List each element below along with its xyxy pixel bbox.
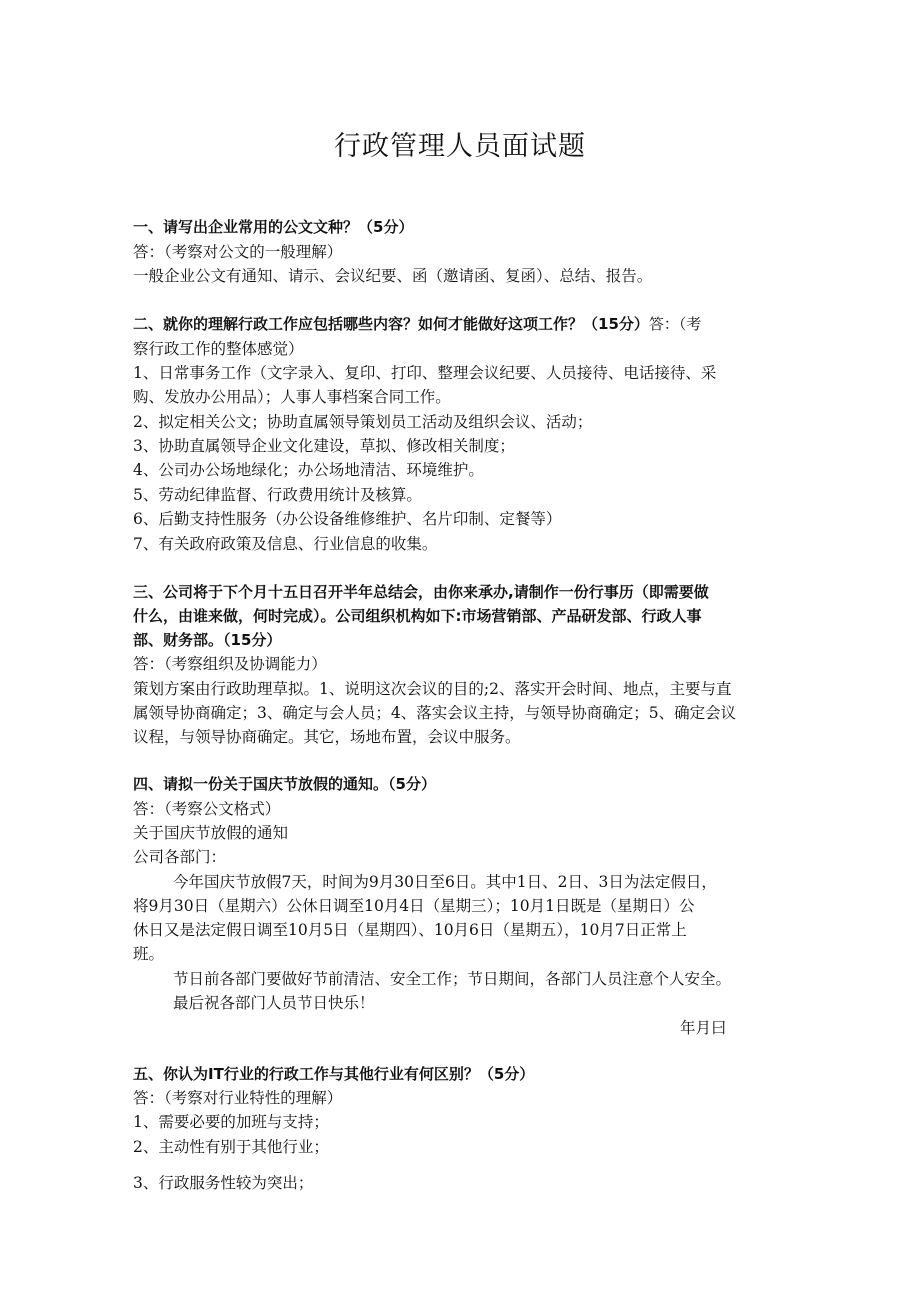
question-5-item: 3、行政服务性较为突出； xyxy=(133,1174,314,1192)
notice-body-line: 班。 xyxy=(133,945,165,963)
question-3-note: 答：（考察组织及协调能力） xyxy=(133,655,327,673)
question-2-item: 5、劳动纪律监督、行政费用统计及核算。 xyxy=(133,486,422,504)
question-3-heading-line: 什么，由谁来做，何时完成）。公司组织机构如下:市场营销部、产品研发部、行政人事 xyxy=(133,607,702,625)
notice-date: 年月曰 xyxy=(680,1019,727,1037)
notice-body-line: 今年国庆节放假7天，时间为9月30日至6日。其中1日、2日、3日为法定假日， xyxy=(173,873,717,891)
question-2-item: 6、后勤支持性服务（办公设备维修维护、名片印制、定餐等） xyxy=(133,510,562,528)
question-4-heading: 四、请拟一份关于国庆节放假的通知。（5分） xyxy=(133,775,436,793)
question-3-answer-line: 策划方案由行政助理草拟。1、说明这次会议的目的;2、落实开会时间、地点，主要与直 xyxy=(133,680,732,698)
question-2-item: 7、有关政府政策及信息、行业信息的收集。 xyxy=(133,535,438,553)
question-4-note: 答：（考察公文格式） xyxy=(133,800,281,818)
question-2-heading-tail: 答：（考 xyxy=(648,315,702,333)
question-2-heading-line xyxy=(133,312,793,336)
notice-salutation: 公司各部门： xyxy=(133,848,227,866)
question-5-note: 答：（考察对行业特性的理解） xyxy=(133,1089,343,1107)
question-5-item: 1、需要必要的加班与支持； xyxy=(133,1113,329,1131)
question-2-item: 购、发放办公用品）；人事人事档案合同工作。 xyxy=(133,388,451,406)
question-1-heading: 一、请写出企业常用的公文文种？（5分） xyxy=(133,218,414,236)
notice-body-line: 将9月30日（星期六）公休日调至10月4日（星期三）；10月1日既是（星期日）公 xyxy=(133,897,695,915)
question-5-item: 2、主动性有别于其他行业； xyxy=(133,1138,329,1156)
notice-title: 关于国庆节放假的通知 xyxy=(133,824,289,842)
question-2-note: 察行政工作的整体感觉） xyxy=(133,340,304,358)
question-5-heading: 五、你认为IT行业的行政工作与其他行业有何区别？（5分） xyxy=(133,1065,535,1083)
notice-paragraph-3: 最后祝各部门人员节日快乐！ xyxy=(173,994,375,1012)
notice-paragraph-2: 节日前各部门要做好节前清洁、安全工作；节日期间，各部门人员注意个人安全。 xyxy=(173,970,732,988)
question-3-answer-line: 议程，与领导协商确定。其它，场地布置，会议中服务。 xyxy=(133,728,521,746)
question-1-answer: 一般企业公文有通知、请示、会议纪要、函（邀请函、复函）、总结、报告。 xyxy=(133,267,653,285)
question-2-item: 4、公司办公场地绿化；办公场地清洁、环境维护。 xyxy=(133,461,484,479)
question-3-heading-line: 三、公司将于下个月十五日召开半年总结会，由你来承办,请制作一份行事历（即需要做 xyxy=(133,583,709,601)
page-title: 行政管理人员面试题 xyxy=(334,131,586,162)
question-2-item: 2、拟定相关公文；协助直属领导策划员工活动及组织会议、活动； xyxy=(133,413,593,431)
question-2-item: 1、日常事务工作（文字录入、复印、打印、整理会议纪要、人员接待、电话接待、采 xyxy=(133,364,717,382)
question-3-answer-line: 属领导协商确定；3、确定与会人员；4、落实会议主持，与领导协商确定；5、确定会议 xyxy=(133,704,737,722)
question-2-heading: 二、就你的理解行政工作应包括哪些内容？如何才能做好这项工作？（15分） xyxy=(133,315,649,333)
notice-body-line: 休日又是法定假日调至10月5日（星期四）、10月6日（星期五），10月7日正常上 xyxy=(133,921,687,939)
question-2-item: 3、协助直属领导企业文化建设，草拟、修改相关制度； xyxy=(133,437,515,455)
question-1-note: 答：（考察对公文的一般理解） xyxy=(133,243,343,261)
question-3-heading-line: 部、财务部。（15分） xyxy=(133,631,282,649)
